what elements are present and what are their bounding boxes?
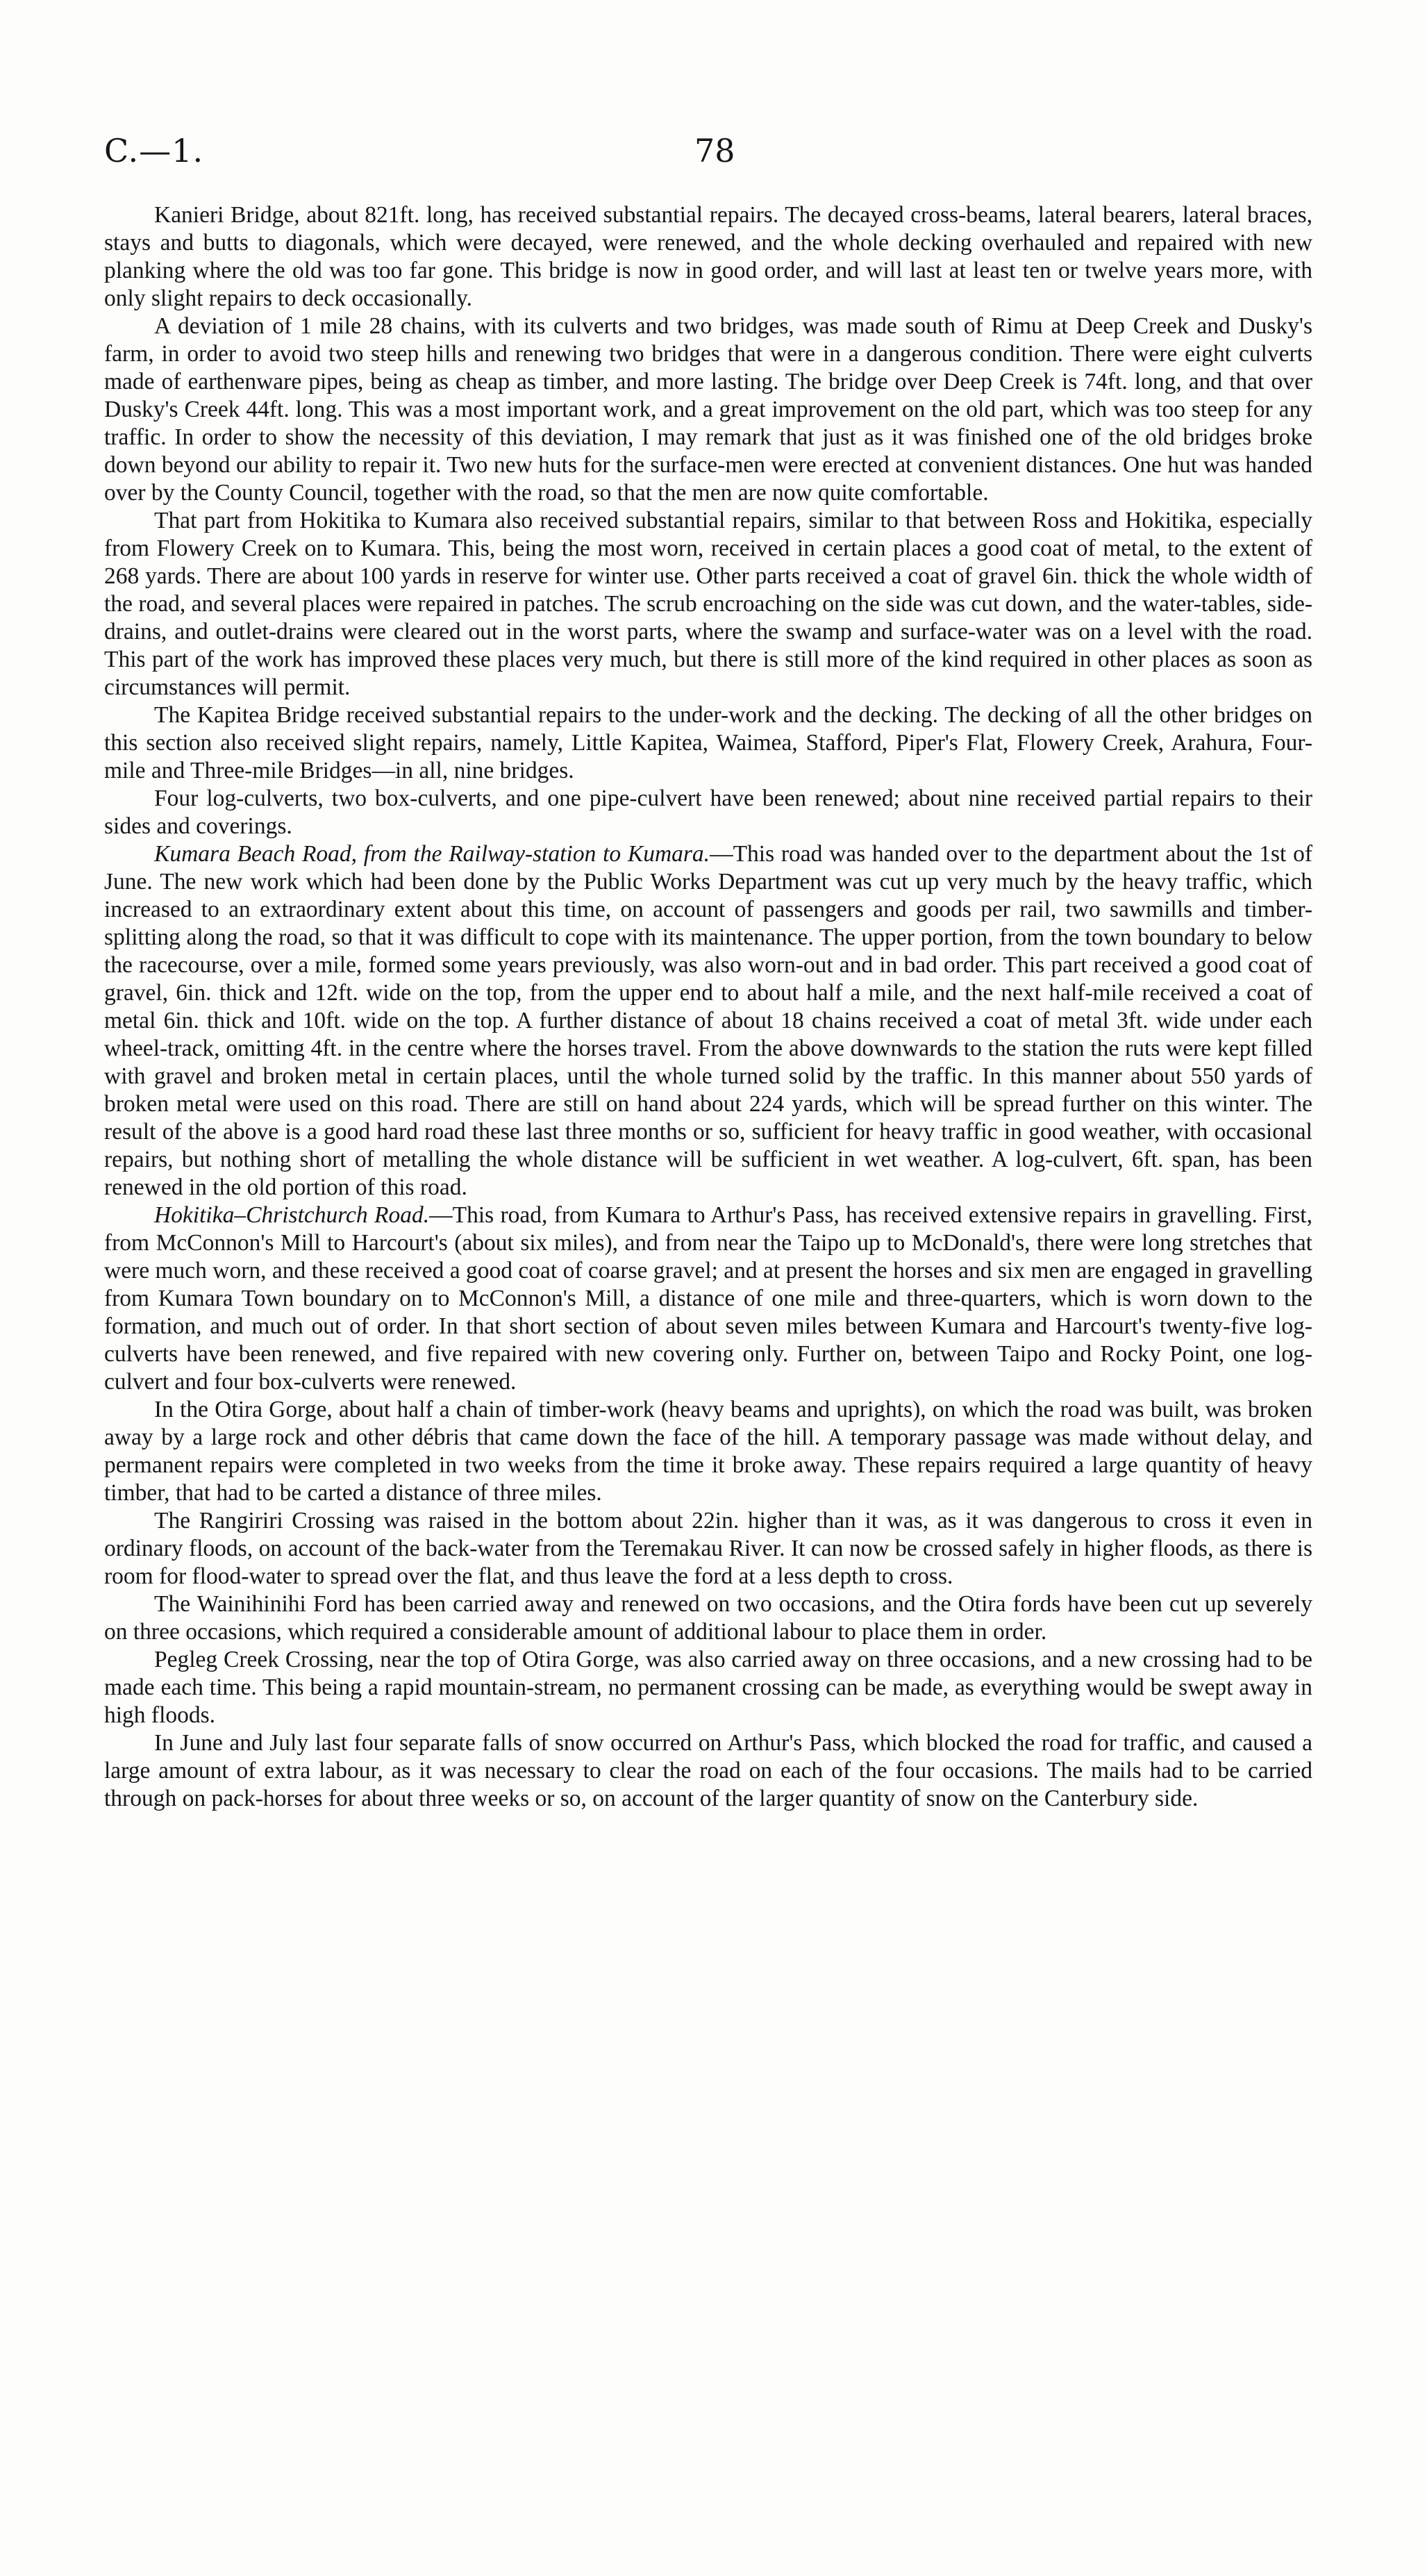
paragraph-deviation-rimu bbox=[104, 313, 1312, 507]
paragraph-rangiriri-crossing bbox=[104, 1507, 1312, 1590]
paragraph-kanieri-bridge bbox=[104, 201, 1312, 313]
paragraph-text: The Rangiriri Crossing was raised in the bottom about 22in. higher than it was, as it was dangerous to cross it even in ordinary floods, on account of the back-water from the Teremakau River. It can now be crossed safely in higher floods, as there is room for flood-water to spread over the flat, and thus leave the ford at a less depth to cross. bbox=[104, 1508, 1312, 1589]
paragraph-kapitea-bridge bbox=[104, 701, 1312, 785]
paragraph-hokitika-christchurch-road bbox=[104, 1202, 1312, 1396]
paragraph-text: The Wainihinihi Ford has been carried away and renewed on two occasions, and the Otira fords have been cut up severely on three occasions, which required a considerable amount of additional labour to place them in order. bbox=[104, 1591, 1312, 1645]
paragraph-pegleg-creek bbox=[104, 1646, 1312, 1729]
body-text bbox=[104, 201, 1312, 1813]
paragraph-text: The Kapitea Bridge received substantial repairs to the under-work and the decking. The decking of all the other bridges on this section also received slight repairs, namely, Little Kapitea, Waimea, Stafford, Piper's Flat, Flowery Creek, Arahura, Four-mile and Three-mile Bridges—in all, nine bridges. bbox=[104, 702, 1312, 783]
paragraph-kumara-beach-road bbox=[104, 840, 1312, 1202]
document-reference: C.—1. bbox=[104, 132, 204, 169]
paragraph-arthurs-pass-snow bbox=[104, 1729, 1312, 1813]
paragraph-wainihinihi-ford bbox=[104, 1590, 1312, 1646]
paragraph-text: —This road, from Kumara to Arthur's Pass, has received extensive repairs in gravelling. First, from McConnon's Mill to Harcourt's (about six miles), and from near the Taipo up to McDonald's, there were long stretches that were much worn, and these received a good coat of coarse gravel; and at present the horses and six men are engaged in gravelling from Kumara Town boundary on to McConnon's Mill, a distance of one mile and three-quarters, which is worn down to the formation, and much out of order. In that short section of about seven miles between Kumara and Harcourt's twenty-five log-culverts have been renewed, and five repaired with new covering only. Further on, between Taipo and Rocky Point, one log-culvert and four box-culverts were renewed. bbox=[104, 1202, 1312, 1395]
paragraph-otira-gorge bbox=[104, 1396, 1312, 1507]
paragraph-text: Pegleg Creek Crossing, near the top of Otira Gorge, was also carried away on three occasions, and a new crossing had to be made each time. This being a rapid mountain-stream, no permanent crossing can be made, as everything would be swept away in high floods. bbox=[104, 1647, 1312, 1728]
paragraph-text: In the Otira Gorge, about half a chain of timber-work (heavy beams and uprights), on which the road was built, was broken away by a large rock and other débris that came down the face of the hill. A temporary passage was made without delay, and permanent repairs were completed in two weeks from the time it broke away. These repairs required a large quantity of heavy timber, that had to be carted a distance of three miles. bbox=[104, 1397, 1312, 1506]
page-header bbox=[104, 132, 1312, 181]
section-heading: Kumara Beach Road, from the Railway-station to Kumara. bbox=[154, 841, 710, 867]
paragraph-text: Four log-culverts, two box-culverts, and one pipe-culvert have been renewed; about nine received partial repairs to their sides and coverings. bbox=[104, 786, 1312, 839]
paragraph-text: Kanieri Bridge, about 821ft. long, has received substantial repairs. The decayed cross-beams, lateral bearers, lateral braces, stays and butts to diagonals, which were decayed, were renewed, and the whole decking overhauled and repaired with new planking where the old was too far gone. This bridge is now in good order, and will last at least ten or twelve years more, with only slight repairs to deck occasionally. bbox=[104, 202, 1312, 311]
paragraph-text: A deviation of 1 mile 28 chains, with its culverts and two bridges, was made south of Rimu at Deep Creek and Dusky's farm, in order to avoid two steep hills and renewing two bridges that were in a dangerous condition. There were eight culverts made of earthenware pipes, being as cheap as timber, and more lasting. The bridge over Deep Creek is 74ft. long, and that over Dusky's Creek 44ft. long. This was a most important work, and a great improvement on the old part, which was too steep for any traffic. In order to show the necessity of this deviation, I may remark that just as it was finished one of the old bridges broke down beyond our ability to repair it. Two new huts for the surface-men were erected at convenient distances. One hut was handed over by the County Council, together with the road, so that the men are now quite comfortable. bbox=[104, 313, 1312, 506]
paragraph-hokitika-kumara bbox=[104, 507, 1312, 701]
paragraph-text: That part from Hokitika to Kumara also received substantial repairs, similar to that between Ross and Hokitika, especially from Flowery Creek on to Kumara. This, being the most worn, received in certain places a good coat of metal, to the extent of 268 yards. There are about 100 yards in reserve for winter use. Other parts received a coat of gravel 6in. thick the whole width of the road, and several places were repaired in patches. The scrub encroaching on the side was cut down, and the water-tables, side-drains, and outlet-drains were cleared out in the worst parts, where the swamp and surface-water was on a level with the road. This part of the work has improved these places very much, but there is still more of the kind required in other places as soon as circumstances will permit. bbox=[104, 508, 1312, 700]
paragraph-text: —This road was handed over to the department about the 1st of June. The new work which had been done by the Public Works Department was cut up very much by the heavy traffic, which increased to an extraordinary extent about this time, on account of passengers and goods per rail, two sawmills and timber-splitting along the road, so that it was difficult to cope with its maintenance. The upper portion, from the town boundary to below the racecourse, over a mile, formed some years previously, was also worn-out and in bad order. This part received a good coat of gravel, 6in. thick and 12ft. wide on the top, from the upper end to about half a mile, and the next half-mile received a coat of metal 6in. thick and 10ft. wide on the top. A further distance of about 18 chains received a coat of metal 3ft. wide under each wheel-track, omitting 4ft. in the centre where the horses travel. From the above downwards to the station the ruts were kept filled with gravel and broken metal in certain places, until the whole turned solid by the traffic. In this manner about 550 yards of broken metal were used on this road. There are still on hand about 224 yards, which will be spread further on this winter. The result of the above is a good hard road these last three months or so, sufficient for heavy traffic in good weather, with occasional repairs, but nothing short of metalling the whole distance will be sufficient in wet weather. A log-culvert, 6ft. span, has been renewed in the old portion of this road. bbox=[104, 841, 1312, 1200]
section-heading: Hokitika–Christchurch Road. bbox=[154, 1202, 430, 1228]
paragraph-culverts bbox=[104, 785, 1312, 840]
page-number: 78 bbox=[694, 132, 735, 169]
paragraph-text: In June and July last four separate falls of snow occurred on Arthur's Pass, which blocked the road for traffic, and caused a large amount of extra labour, as it was necessary to clear the road on each of the four occasions. The mails had to be carried through on pack-horses for about three weeks or so, on account of the larger quantity of snow on the Canterbury side. bbox=[104, 1730, 1312, 1811]
